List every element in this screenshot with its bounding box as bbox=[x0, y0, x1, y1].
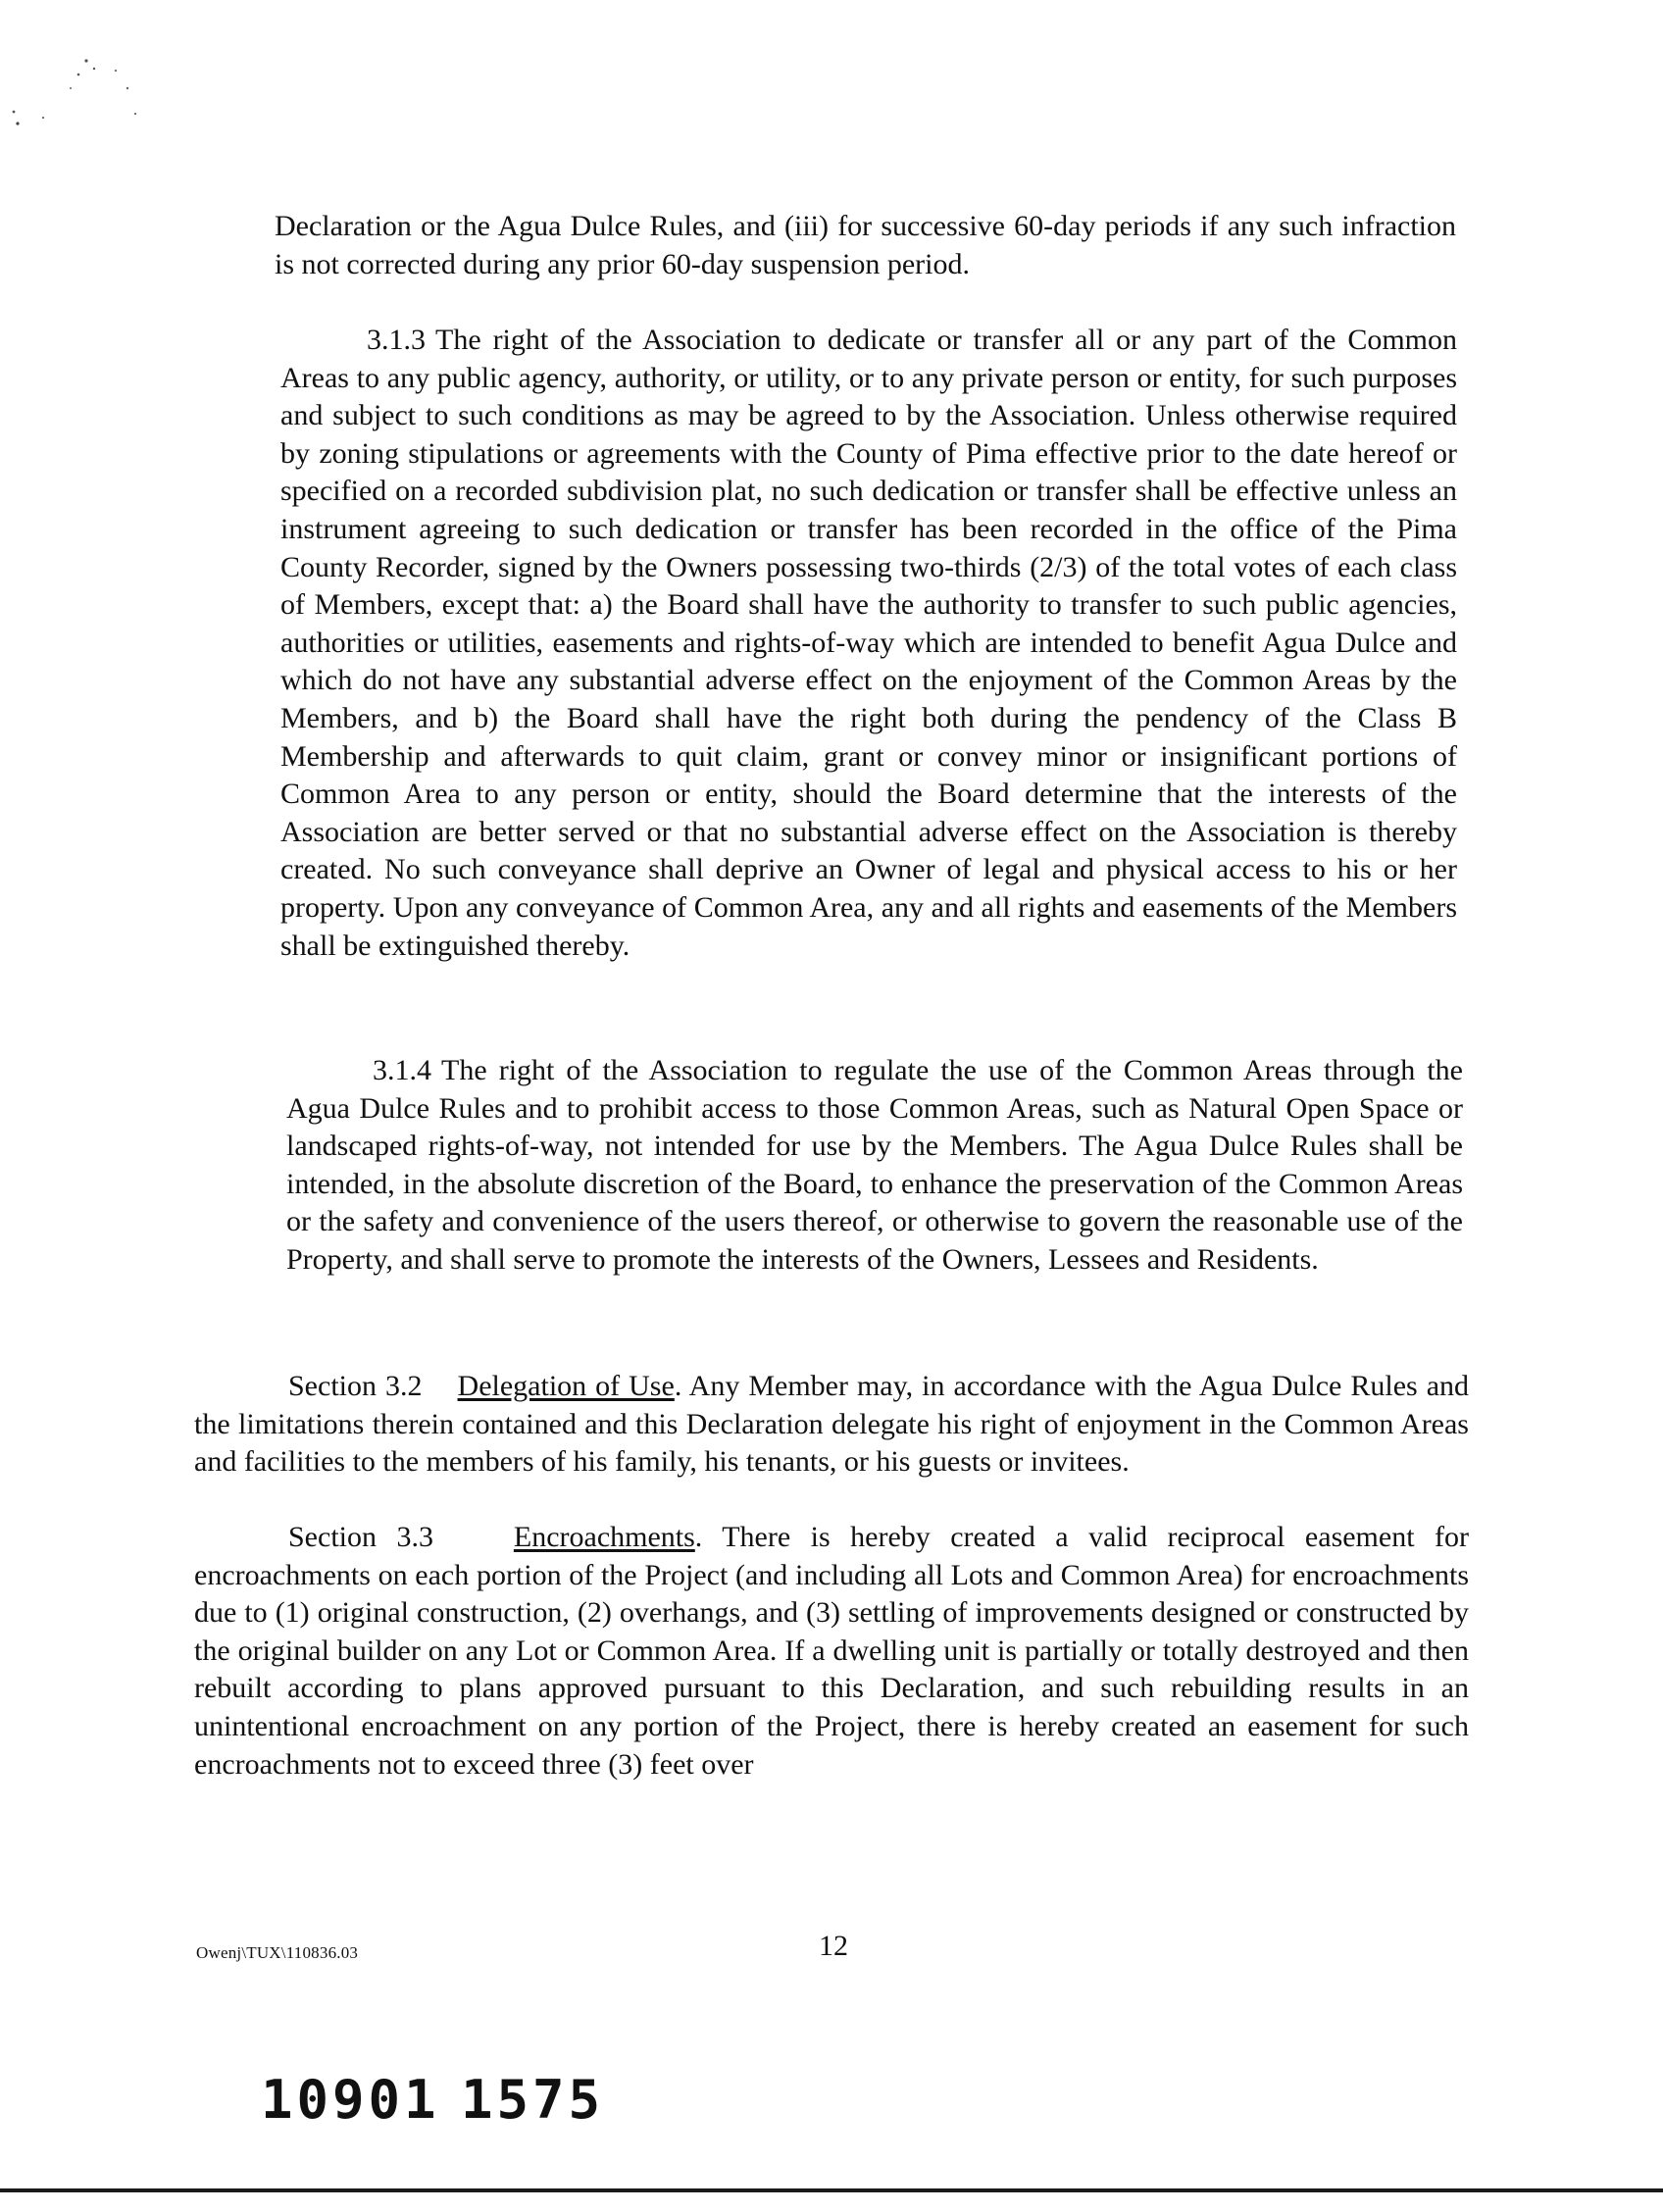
section-3-2 bbox=[194, 1368, 1469, 1482]
bottom-rule bbox=[0, 2188, 1663, 2192]
section-heading: Encroachments bbox=[513, 1521, 695, 1553]
section-heading: Delegation of Use bbox=[457, 1370, 675, 1402]
recording-page-number: 1575 bbox=[461, 2069, 605, 2131]
section-3-3 bbox=[194, 1519, 1469, 1784]
recording-docket-number: 10901 bbox=[261, 2069, 440, 2131]
clause-text: The right of the Association to regulate the use of the Common Areas through the Agua Dulce Rules and to prohibit access to those Common Areas, such as Natural Open Space or landscaped rights-of-way, not intended for use by the Members. The Agua Dulce Rules shall be intended, in the absolute discretion of the Board, to enhance the preservation of the Common Areas or the safety and convenience of the users thereof, or otherwise to govern the reasonable use of the Property, and shall serve to promote the interests of the Owners, Lessees and Residents. bbox=[286, 1054, 1463, 1276]
scan-specks bbox=[0, 49, 196, 137]
clause-3-1-3 bbox=[280, 322, 1457, 965]
file-reference: Owenj\TUX\110836.03 bbox=[196, 1943, 359, 1962]
section-label: Section 3.2 bbox=[288, 1370, 423, 1402]
clause-3-1-4 bbox=[286, 1052, 1463, 1280]
clause-number: 3.1.4 bbox=[373, 1054, 431, 1086]
continuation-paragraph: Declaration or the Agua Dulce Rules, and (iii) for successive 60-day periods if any such infraction is not corrected during any prior 60-day suspension period. bbox=[275, 210, 1456, 280]
clause-text: The right of the Association to dedicate or transfer all or any part of the Common Areas to any public agency, authority, or utility, or to any private person or entity, for such purposes and subject to such conditions as may be agreed to by the Association. Unless otherwise required by zoning stipulations or agreements with the County of Pima effective prior to the date hereof or specified on a recorded subdivision plat, no such dedication or transfer shall be effective unless an instrument agreeing to such dedication or transfer has been recorded in the office of the Pima County Recorder, signed by the Owners possessing two-thirds (2/3) of the total votes of each class of Members, except that: a) the Board shall have the authority to transfer to such public agencies, authorities or utilities, easements and rights-of-way which are intended to benefit Agua Dulce and which do not have any substantial adverse effect on the enjoyment of the Common Areas by the Members, and b) the Board shall have the right both during the pendency of the Class B Membership and afterwards to quit claim, grant or convey minor or insignificant portions of Common Area to any person or entity, should the Board determine that the interests of the Association are better served or that no substantial adverse effect on the Association is thereby created. No such conveyance shall deprive an Owner of legal and physical access to his or her property. Upon any conveyance of Common Area, any and all rights and easements of the Members shall be extinguished thereby. bbox=[280, 324, 1457, 962]
section-text: . Any Member may, in accordance with the Agua Dulce Rules and the limitations therein contained and this Declaration delegate his right of enjoyment in the Common Areas and facilities to the members of his family, his tenants, or his guests or invitees. bbox=[194, 1370, 1470, 1479]
clause-number: 3.1.3 bbox=[367, 324, 426, 356]
page-number: 12 bbox=[819, 1930, 848, 1962]
section-label: Section 3.3 bbox=[288, 1521, 433, 1553]
section-text: . There is hereby created a valid reciprocal easement for encroachments on each portion of the Project (and including all Lots and Common Area) for encroachments due to (1) original construction, (2) overhangs, and (3) settling of improvements designed or constructed by the original builder on any Lot or Common Area. If a dwelling unit is partially or totally destroyed and then rebuilt according to plans approved pursuant to this Declaration, and such rebuilding results in an unintentional encroachment on any portion of the Project, there is hereby created an easement for such encroachments not to exceed three (3) feet over bbox=[194, 1521, 1469, 1781]
